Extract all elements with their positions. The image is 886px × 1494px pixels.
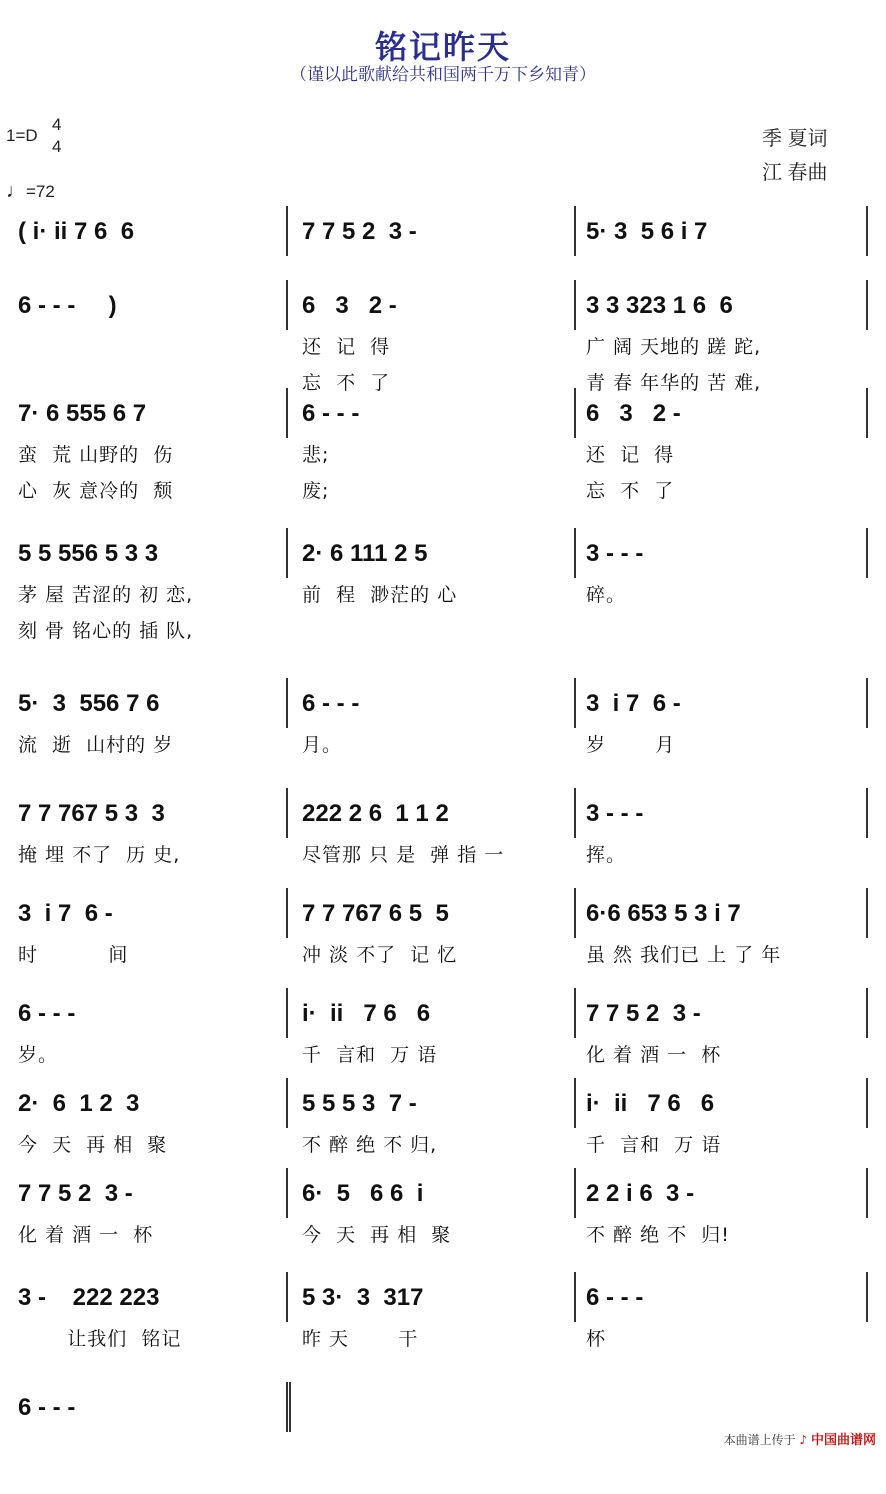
key-label: 1=D: [6, 126, 38, 145]
lyric-verse-1: 杯: [586, 1328, 607, 1350]
barline: [574, 528, 576, 578]
barline: [866, 206, 868, 256]
barline: [286, 888, 288, 938]
lyric-verse-1: 岁 月: [586, 734, 676, 756]
lyric-verse-1: 不 醉 绝 不 归!: [586, 1224, 730, 1246]
lyric-verse-1: 还 记 得: [586, 444, 675, 466]
lyric-verse-1: 千 言和 万 语: [302, 1044, 438, 1066]
lyric-verse-1: 岁。: [18, 1044, 59, 1066]
measure-notes: 7 7 5 2 3 -: [586, 1000, 701, 1027]
lyric-verse-1: 前 程 渺茫的 心: [302, 584, 458, 606]
barline: [866, 678, 868, 728]
lyric-verse-1: 化 着 酒 一 杯: [18, 1224, 154, 1246]
measure-notes: 5 5 5 3 7 -: [302, 1090, 417, 1117]
lyric-verse-1: 时 间: [18, 944, 129, 966]
lyricist-credit: 季 夏词: [762, 128, 828, 150]
measure-notes: 6 3 2 -: [302, 292, 397, 319]
barline: [574, 678, 576, 728]
measure-notes: i· ii 7 6 6: [586, 1090, 715, 1117]
barline: [286, 280, 288, 330]
staff-system-5: [0, 690, 886, 790]
composer-credit: 江 春曲: [762, 162, 828, 184]
measure-notes: 3 i 7 6 -: [18, 900, 113, 927]
measure-notes: 6 - - -: [302, 400, 360, 427]
measure-notes: 5· 3 5 6 i 7: [586, 218, 708, 245]
staff-system-2: [0, 292, 886, 392]
staff-system-11: [0, 1284, 886, 1384]
measure-notes: 2 2 i 6 3 -: [586, 1180, 695, 1207]
staff-system-9: [0, 1090, 886, 1190]
lyric-verse-1: 月。: [302, 734, 343, 756]
barline: [574, 788, 576, 838]
barline: [574, 280, 576, 330]
lyric-verse-1: 碎。: [586, 584, 627, 606]
lyric-verse-1: 蛮 荒 山野的 伤: [18, 444, 174, 466]
barline: [574, 1272, 576, 1322]
barline: [286, 206, 288, 256]
measure-notes: ( i· ii 7 6 6: [18, 218, 135, 245]
measure-notes: 6 - - -: [302, 690, 360, 717]
barline: [866, 1168, 868, 1218]
barline: [574, 1078, 576, 1128]
measure-notes: 3 - - -: [586, 800, 644, 827]
lyric-verse-1: 让我们 铭记: [18, 1328, 182, 1350]
barline: [286, 988, 288, 1038]
lyric-verse-1: 千 言和 万 语: [586, 1134, 722, 1156]
barline: [286, 678, 288, 728]
measure-notes: 7 7 5 2 3 -: [18, 1180, 133, 1207]
measure-notes: 6 3 2 -: [586, 400, 681, 427]
tempo-value: =72: [26, 182, 55, 201]
barline: [866, 528, 868, 578]
measure-notes: 7· 6 555 6 7: [18, 400, 147, 427]
staff-system-6: [0, 800, 886, 900]
lyric-verse-1: 尽管那 只 是 弹 指 一: [302, 844, 505, 866]
measure-notes: 3 i 7 6 -: [586, 690, 681, 717]
measure-notes: 7 7 5 2 3 -: [302, 218, 417, 245]
staff-system-7: [0, 900, 886, 1000]
barline: [574, 1168, 576, 1218]
lyric-verse-1: 流 逝 山村的 岁: [18, 734, 174, 756]
barline: [286, 1168, 288, 1218]
footer-brand: 中国曲谱网: [810, 1433, 876, 1448]
barline: [866, 888, 868, 938]
measure-notes: 5 5 556 5 3 3: [18, 540, 159, 567]
measure-notes: 5 3· 3 317: [302, 1284, 424, 1311]
measure-notes: 6 - - -: [18, 1394, 76, 1421]
measure-notes: i· ii 7 6 6: [302, 1000, 431, 1027]
lyric-verse-2: 忘 不 了: [302, 372, 391, 394]
barline: [286, 1272, 288, 1322]
lyric-verse-1: 还 记 得: [302, 336, 391, 358]
lyric-verse-1: 茅 屋 苦涩的 初 恋,: [18, 584, 194, 606]
barline: [574, 206, 576, 256]
measure-notes: 6· 5 6 6 i: [302, 1180, 424, 1207]
song-title: 铭记昨天: [374, 28, 511, 66]
lyric-verse-1: 掩 埋 不了 历 史,: [18, 844, 181, 866]
measure-notes: 6 - - - ): [18, 292, 117, 319]
lyric-verse-1: 化 着 酒 一 杯: [586, 1044, 722, 1066]
lyric-verse-1: 虽 然 我们已 上 了 年: [586, 944, 782, 966]
song-subtitle: （谨以此歌献给共和国两千万下乡知青）: [290, 65, 596, 85]
measure-notes: 3 3 323 1 6 6: [586, 292, 733, 319]
barline: [866, 280, 868, 330]
lyric-verse-2: 刻 骨 铭心的 插 队,: [18, 620, 194, 642]
lyric-verse-2: 忘 不 了: [586, 480, 675, 502]
footer-credit: [724, 1429, 876, 1448]
barline: [574, 888, 576, 938]
measure-notes: 222 2 6 1 1 2: [302, 800, 449, 827]
barline: [866, 1272, 868, 1322]
staff-system-4: [0, 540, 886, 640]
footer-logo-icon: ♪: [799, 1433, 808, 1447]
quarter-note-icon: ♩: [6, 180, 26, 202]
staff-system-3: [0, 400, 886, 500]
measure-notes: 6·6 653 5 3 i 7: [586, 900, 741, 927]
lyric-verse-1: 挥。: [586, 844, 627, 866]
barline: [866, 388, 868, 438]
lyric-verse-1: 今 天 再 相 聚: [18, 1134, 168, 1156]
measure-notes: 6 - - -: [586, 1284, 644, 1311]
barline: [286, 1078, 288, 1128]
barline: [286, 388, 288, 438]
barline: [574, 988, 576, 1038]
lyric-verse-2: 心 灰 意冷的 颓: [18, 480, 174, 502]
lyric-verse-1: 广 阔 天地的 蹉 跎,: [586, 336, 762, 358]
measure-notes: 6 - - -: [18, 1000, 76, 1027]
time-signature-bottom: 4: [52, 137, 62, 156]
lyric-verse-1: 今 天 再 相 聚: [302, 1224, 452, 1246]
lyric-verse-1: 不 醉 绝 不 归,: [302, 1134, 438, 1156]
measure-notes: 5· 3 556 7 6: [18, 690, 160, 717]
barline: [574, 388, 576, 438]
barline: [286, 788, 288, 838]
lyric-verse-2: 废;: [302, 480, 330, 502]
barline: [866, 988, 868, 1038]
barline: [866, 1078, 868, 1128]
staff-system-8: [0, 1000, 886, 1100]
measure-notes: 7 7 767 5 3 3: [18, 800, 165, 827]
barline: [866, 788, 868, 838]
measure-notes: 3 - - -: [586, 540, 644, 567]
measure-notes: 2· 6 1 2 3: [18, 1090, 140, 1117]
barline: [286, 528, 288, 578]
measure-notes: 2· 6 111 2 5: [302, 540, 428, 567]
measure-notes: 7 7 767 6 5 5: [302, 900, 449, 927]
staff-system-10: [0, 1180, 886, 1280]
time-signature-top: 4: [52, 115, 62, 134]
lyric-verse-1: 冲 淡 不了 记 忆: [302, 944, 458, 966]
barline: [286, 1382, 291, 1432]
lyric-verse-1: 昨 天 干: [302, 1328, 419, 1350]
lyric-verse-1: 悲;: [302, 444, 330, 466]
lyric-verse-2: 青 春 年华的 苦 难,: [586, 372, 762, 394]
footer-text: 本曲谱上传于: [723, 1433, 796, 1447]
measure-notes: 3 - 222 223: [18, 1284, 160, 1311]
